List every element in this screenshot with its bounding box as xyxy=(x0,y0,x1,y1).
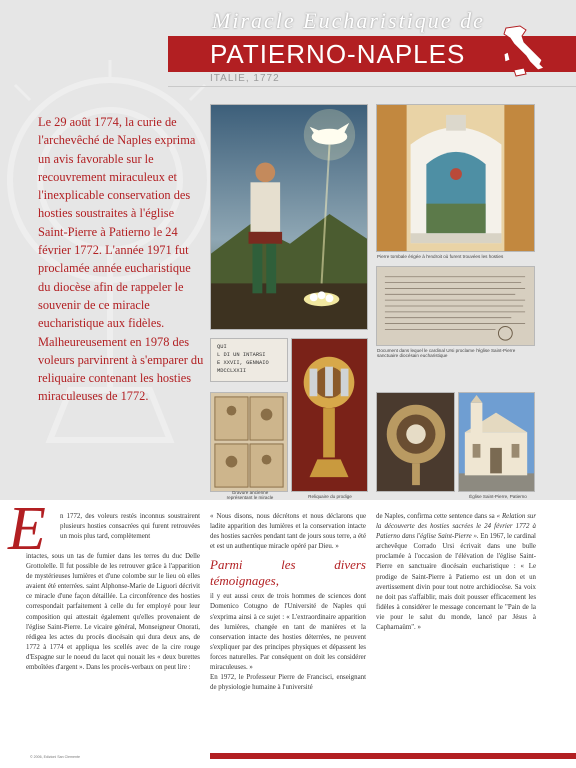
caption-tomb: Pierre tombale érigée à l'endroit où furent trouvées les hosties xyxy=(377,254,504,259)
col2-paragraph-3: En 1972, le Professeur Pierre de Francisci, enseignant de physiologie humaine à l'université xyxy=(210,674,366,692)
body-column-3 xyxy=(376,512,536,633)
caption-engraving: Gravure ancienne représentant le miracle xyxy=(226,490,274,501)
intro-text: Le 29 août 1774, la curie de l'archevêché de Naples exprima un avis favorable sur le recouvrement miraculeux et l'inexplicable conservation des hosties soustraites à l'église Saint-Pierre à Patierno le 24 février 1772. L'année 1971 fut proclamée année eucharistique du diocèse afin de rappeler le souvenir de ce miracle eucharistique aux fidèles. Malheureusement en 1978 des voleurs parvinrent à s'emparer du reliquaire contenant les hosties miraculeuses de 1772. xyxy=(38,115,204,404)
section-heading: Parmi les divers témoignages, xyxy=(210,557,366,589)
header-subtitle: Miracle Eucharistique de xyxy=(212,8,485,33)
photo-engraving xyxy=(210,392,288,492)
caption-reliquary: Reliquaire du prodige xyxy=(308,494,352,499)
drop-cap: E xyxy=(8,495,46,563)
col3-text-1: de Naples, confirma cette sentence dans sa xyxy=(376,513,495,520)
photo-monstrance xyxy=(376,392,455,492)
col3-italic-title: « Relation sur la découverte des hosties sacrées le 24 février 1772 à Patierno dans l'église Saint-Pierre ». xyxy=(376,513,536,541)
plaque-line: QUI xyxy=(217,344,227,350)
col3-text-2: En 1967, le cardinal archevêque Corrado Ursi écrivait dans une bulle proclamée à l'occasion de l'élévation de l'église Saint-Pierre en sanctuaire diocésain eucharistique : « Le prodige de Saint-Pierre à Patierno est un don et un avertissement divin pour tout notre archidiocèse. Sa voix ne doit pas s'affaiblir, mais doit pousser efficacement les fidèles à considérer le message concernant le "Pain de la vie pour le salut du monde, lancé par Jésus à Capharnaüm". » xyxy=(376,533,536,632)
body-column-1-lead: n 1772, des voleurs restés inconnus soustrairent plusieurs hosties consacrées qui furent retrouvées un mois plus tard, complètement xyxy=(60,513,200,541)
body-column-2 xyxy=(210,512,366,693)
header-divider xyxy=(168,86,576,87)
footer-red-bar xyxy=(210,753,576,759)
col2-paragraph-1: « Nous disons, nous décrétons et nous déclarons que ladite apparition des lumières et la conservation intacte des hosties sacrées pendant tant de jours sous terre, a été et est un authentique miracle opéré par Dieu. » xyxy=(210,513,366,551)
copyright-text: © 2006, Edizioni San Clemente xyxy=(30,755,80,759)
col2-paragraph-2: il y eut aussi ceux de trois hommes de sciences dont Domenico Cotugno de l'Université de Naples qui s'exprima ainsi à ce sujet : « L'extraordinaire apparition des lumières, changée en tant de manières et la conservation intacte des hosties déterrées, ne peuvent s'expliquer par des principes physiques et dépassent les forces naturelles. Par conséquent on doit les considérer miraculeuses. » xyxy=(210,593,366,672)
page-title: PATIERNO-NAPLES xyxy=(210,39,466,69)
photo-plaque xyxy=(210,338,288,382)
body-column-1: intactes, sous un tas de fumier dans les terres du duc Delle Grottolelle. Il fut possible de les retrouver grâce à l'apparition de mystérieuses lumières et d'une colombe sur le lieu où elles avaient été enterrées. saint Alphonse-Marie de Liguori décrivit ce miracle d'une façon détaillée. La circonférence des hosties correspondait parfaitement à celle du fer employé pour leur composition qui attestait également qu'elles provenaient de l'église Saint-Pierre. Le vicaire général, Monseigneur Onorati, rédigea les actes du procès diocésain qui dura deux ans, de 1772 à 1774 et appliqua les scellés avec de la cire rouge d'Espagne sur le noeud du lacet qui nouait les « deux burettes emboîtées d'argent ». Dans les procès-verbaux on peut lire : xyxy=(26,553,200,672)
photo-painting-dove xyxy=(210,104,368,330)
plaque-line: E XXVII, GENNAIO xyxy=(217,360,269,366)
italy-map-icon xyxy=(500,24,548,84)
plaque-line: MDCCLXXII xyxy=(217,368,247,374)
photo-tomb-stone xyxy=(376,104,535,252)
photo-document xyxy=(376,266,535,346)
photo-reliquary xyxy=(291,338,368,492)
caption-church: Église Saint-Pierre, Patierno xyxy=(469,494,527,499)
photo-church xyxy=(458,392,535,492)
caption-document: Document dans lequel le cardinal Ursi proclame l'église Saint-Pierre sanctuaire diocésain eucharistique xyxy=(377,348,516,359)
plaque-line: L DI UN INTARSI xyxy=(217,352,266,358)
header-country-year: ITALIE, 1772 xyxy=(210,73,280,84)
